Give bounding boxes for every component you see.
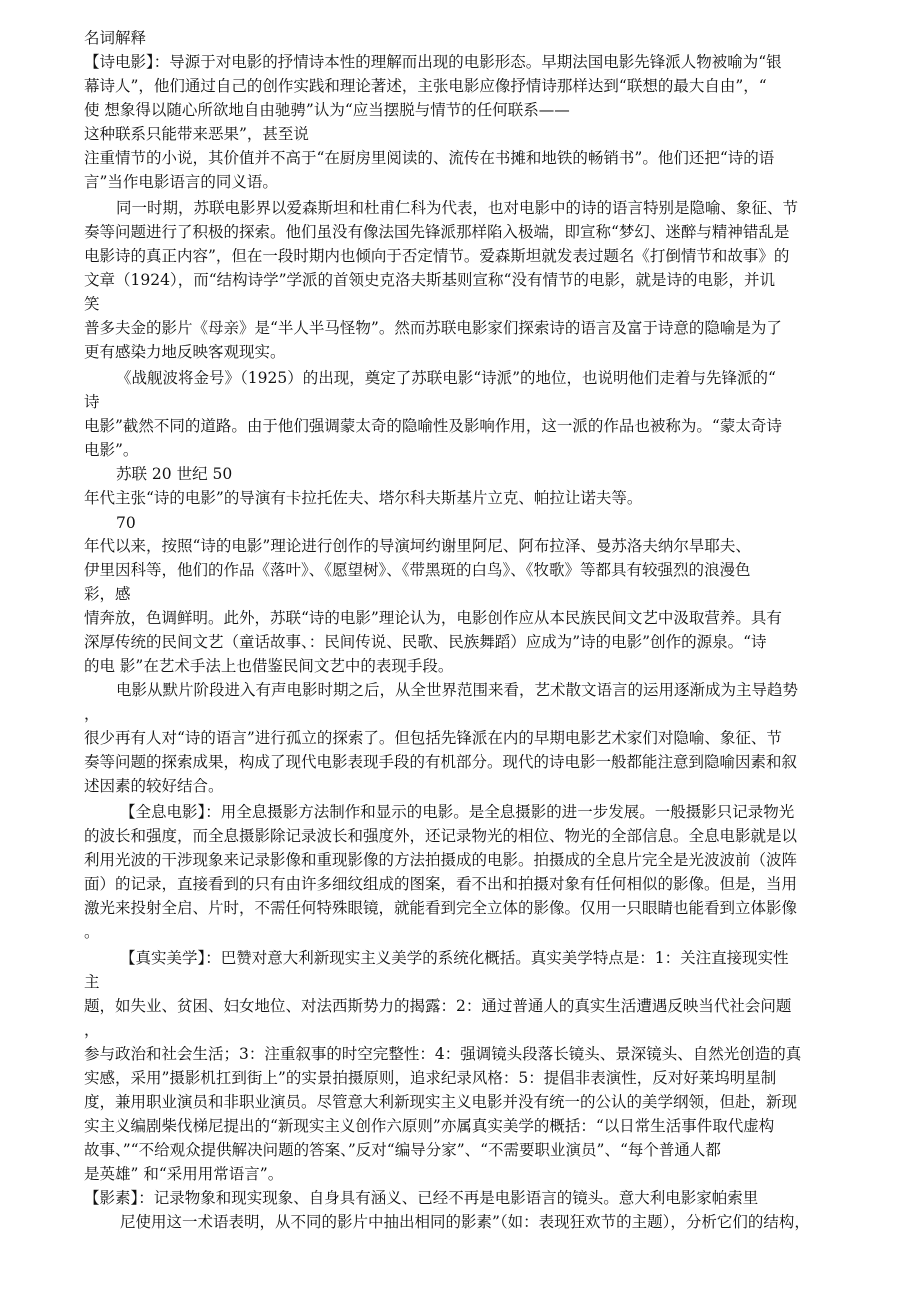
- text-line: 是英雄” 和“采用用常语言”。: [84, 1165, 284, 1183]
- text-line: ，: [84, 1021, 100, 1039]
- text-line: 这种联系只能带来恶果”，甚至说: [84, 125, 309, 143]
- text-line: 年代主张“诗的电影”的导演有卡拉托佐夫、塔尔科夫斯基片立克、帕拉让诺夫等。: [84, 489, 643, 507]
- text-line: 《战舰波将金号》（1925）的出现，奠定了苏联电影“诗派”的地位，也说明他们走着与先锋派的“: [116, 369, 776, 387]
- text-line: 述因素的较好结合。: [84, 777, 224, 795]
- text-line: 诗: [84, 393, 100, 411]
- text-line: 激光来投射全启、片时，不需任何特殊眼镜，就能看到完全立体的影像。仅用一只眼睛也能看到立体影像: [84, 899, 798, 917]
- text-line: 的波长和强度，而全息摄影除记录波长和强度外，还记录物光的相位、物光的全部信息。全息电影就是以: [84, 827, 798, 845]
- text-line: ，: [84, 705, 100, 723]
- text-line: 主: [84, 973, 100, 991]
- text-line: 【真实美学】：巴赞对意大利新现实主义美学的系统化概括。真实美学特点是：1：关注直接现实性: [120, 949, 789, 967]
- text-line: 实感，采用”摄影机扛到街上”的实景拍摄原则，追求纪录风格：5：提倡非表演性，反对好莱坞明星制: [84, 1069, 777, 1087]
- text-line: 同一时期，苏联电影界以爱森斯坦和杜甫仁科为代表，也对电影中的诗的语言特别是隐喻、象征、节: [116, 199, 799, 217]
- text-line: 尼使用这一术语表明，从不同的影片中抽出相同的影素”（如：表现狂欢节的主题），分析它们的结构，: [120, 1213, 810, 1231]
- text-line: 言”当作电影语言的同义语。: [84, 173, 278, 191]
- text-line: 深厚传统的民间文艺（童话故事、：民间传说、民歌、民族舞蹈）应成为”诗的电影”创作的源泉。“诗: [84, 633, 767, 651]
- text-line: 电影从默片阶段进入有声电影时期之后，从全世界范围来看，艺术散文语言的运用逐渐成为主导趋势: [116, 681, 799, 699]
- document-heading: 名词解释: [84, 29, 147, 47]
- text-line: 面）的记录，直接看到的只有由许多细纹组成的图案，看不出和拍摄对象有任何相似的影像。但是，当用: [84, 875, 798, 893]
- text-line: 普多夫金的影片《母亲》是“半人半马怪物”。然而苏联电影家们探索诗的语言及富于诗意的隐喻是为了: [84, 319, 782, 337]
- text-line: 很少再有人对“诗的语言”进行孤立的探索了。但包括先锋派在内的早期电影艺术家们对隐喻、象征、节: [84, 729, 782, 747]
- text-line: 电影”。: [84, 441, 139, 459]
- text-line: 度，兼用职业演员和非职业演员。尽管意大利新现实主义电影并没有统一的公认的美学纲领，但赴，新现: [84, 1093, 798, 1111]
- text-line: 伊里因科等，他们的作品《落叶》、《愿望树》、《带黑斑的白鸟》、《牧歌》等都具有较强烈的浪漫色: [84, 561, 751, 579]
- text-line: 使 想象得以随心所欲地自由驰骋”认为“应当摆脱与情节的任何联系——: [84, 101, 570, 119]
- text-line: 【诗电影】：导源于对电影的抒情诗本性的理解而出现的电影形态。早期法国电影先锋派人物被喻为“银: [84, 53, 782, 71]
- text-line: 。: [84, 923, 100, 941]
- text-line: 年代以来，按照“诗的电影”理论进行创作的导演坷约谢里阿尼、阿布拉泽、曼苏洛夫纳尔旱耶夫、: [84, 537, 751, 555]
- text-line: 参与政治和社会生活；3：注重叙事的时空完整性：4：强调镜头段落长镜头、景深镜头、自然光创造的真: [84, 1045, 802, 1063]
- text-line: 的电 影”在艺术手法上也借鉴民间文艺中的表现手段。: [84, 657, 454, 675]
- text-line: 70: [116, 514, 136, 532]
- text-line: 更有感染力地反映客观现实。: [84, 343, 286, 361]
- text-line: 笑: [84, 295, 100, 313]
- text-line: 彩，感: [84, 585, 131, 603]
- text-line: 题，如失业、贫困、妇女地位、对法西斯势力的揭露：2：通过普通人的真实生活遭遇反映当代社会问题: [84, 997, 792, 1015]
- text-line: 电影诗的真正内容”，但在一段时期内也倾向于否定情节。爱森斯坦就发表过题名《打倒情节和故事》的: [84, 247, 790, 265]
- text-line: 注重情节的小说，其价值并不高于“在厨房里阅读的、流传在书摊和地铁的畅销书”。他们还把“诗的语: [84, 149, 775, 167]
- text-line: 文章（1924），而“结构诗学”学派的首领史克洛夫斯基则宣称“没有情节的电影，就是诗的电影，并讥: [84, 271, 775, 289]
- text-line: 幕诗人”，他们通过自己的创作实践和理论著述，主张电影应像抒情诗那样达到“联想的最大自由”，“: [84, 77, 767, 95]
- text-line: 故事、”“不给观众提供解决问题的答案、”反对“编导分家”、“不需要职业演员”、“每个普通人都: [84, 1141, 721, 1159]
- text-line: 【影素】：记录物象和现实现象、自身具有涵义、已经不再是电影语言的镜头。意大利电影家帕索里: [84, 1189, 759, 1207]
- text-line: 利用光波的干涉现象来记录影像和重现影像的方法拍摄成的电影。拍摄成的全息片完全是光波波前（波阵: [84, 851, 798, 869]
- text-line: 苏联 20 世纪 50: [116, 465, 233, 483]
- text-line: 奏等问题的探索成果，构成了现代电影表现手段的有机部分。现代的诗电影一般都能注意到隐喻因素和叙: [84, 753, 798, 771]
- text-line: 情奔放，色调鲜明。此外，苏联“诗的电影”理论认为，电影创作应从本民族民间文艺中汲取营养。具有: [84, 609, 782, 627]
- text-line: 电影”截然不同的道路。由于他们强调蒙太奇的隐喻性及影响作用，这一派的作品也被称为。“蒙太奇诗: [84, 417, 782, 435]
- text-line: 实主义编剧柴伐梯尼提出的“新现实主义创作六原则”亦属真实美学的概括：“以日常生活事件取代虚构: [84, 1117, 775, 1135]
- text-line: 奏等问题进行了积极的探索。他们虽没有像法国先锋派那样陷入极端，即宣称“梦幻、迷醉与精神错乱是: [84, 223, 790, 241]
- text-line: 【全息电影】：用全息摄影方法制作和显示的电影。是全息摄影的进一步发展。一般摄影只记录物光: [120, 803, 795, 821]
